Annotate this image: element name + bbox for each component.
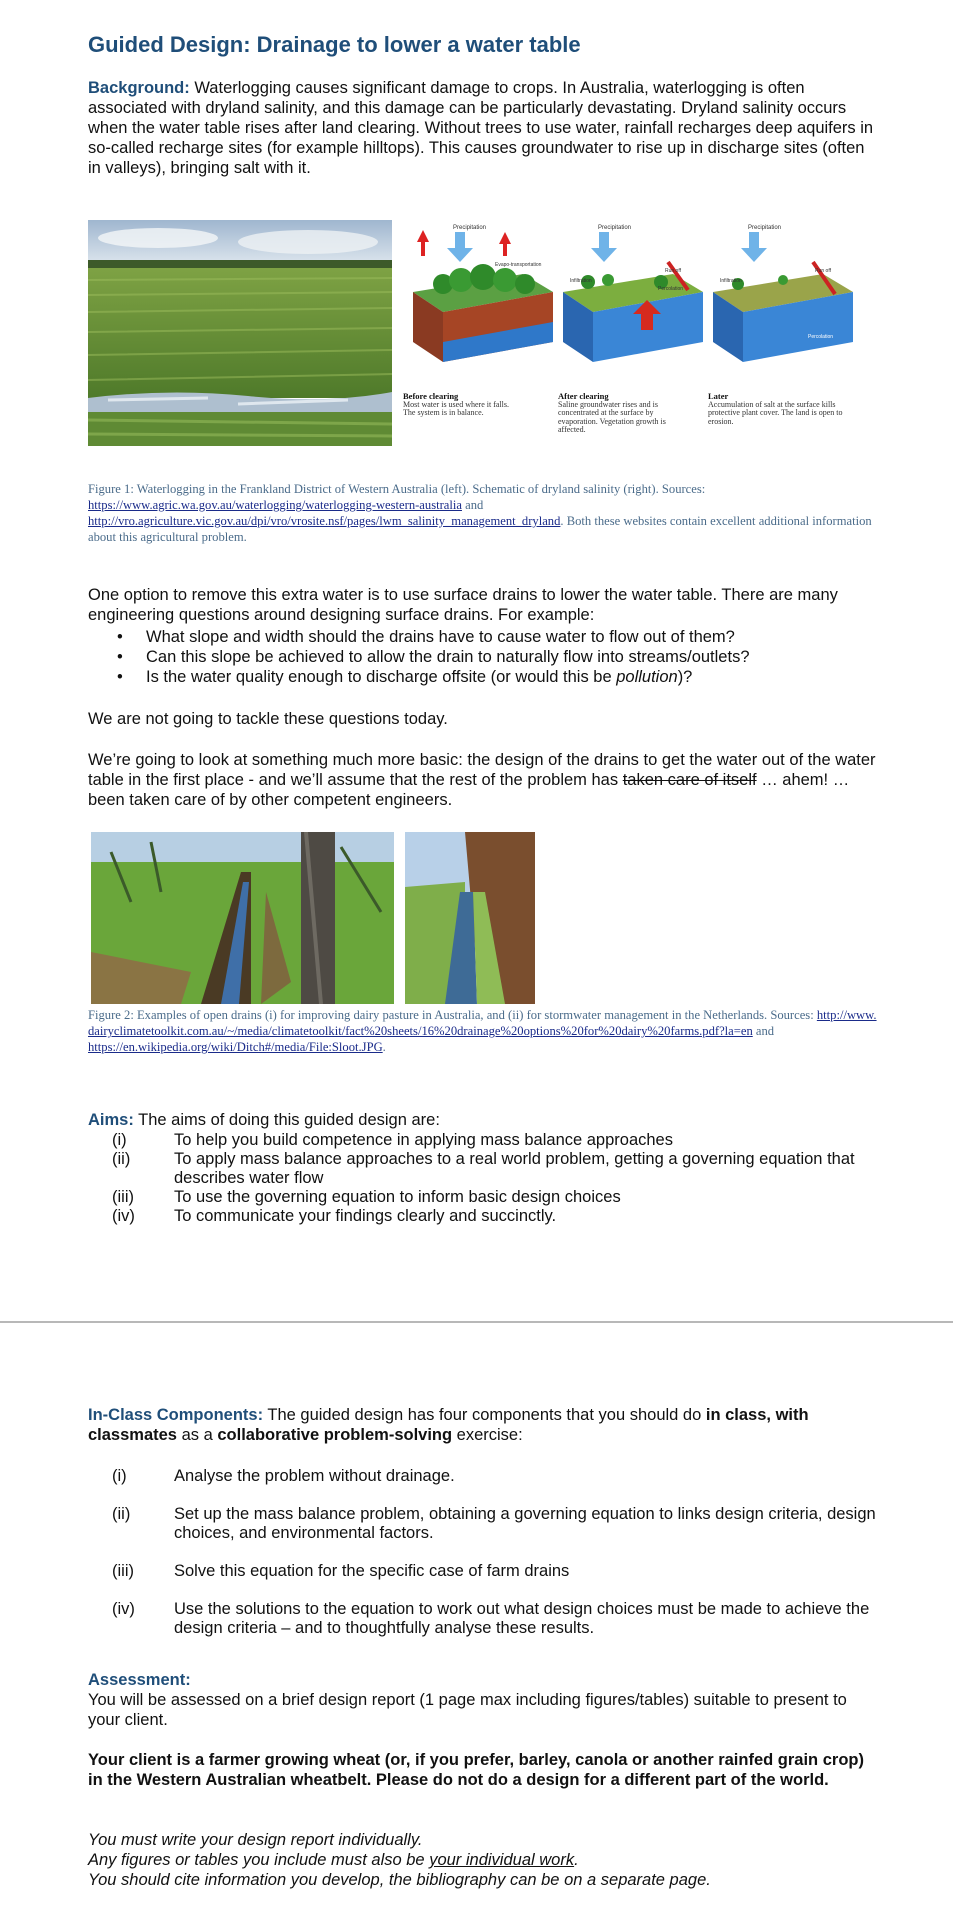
precipitation-label: Precipitation — [453, 225, 487, 231]
list-item: (ii) To apply mass balance approaches to a real world problem, getting a governing equation that describes water flow — [112, 1150, 855, 1187]
figure-1-caption: Figure 1: Waterlogging in the Frankland District of Western Australia (left). Schematic of dryland salinity (right). Sources: https://www.agric.wa.gov.au/waterlogging/waterlogging-western-australia and http://vro.agriculture.vic.gov.au/dpi/vro/vrosite.nsf/pages/lwm_salinity_management_dryland. Both these websites contain excellent additional information about this agricultural problem. — [88, 482, 872, 544]
figure-1-label: Figure 1: — [88, 482, 134, 496]
infiltration-label: Infiltration — [570, 278, 592, 284]
struck-text: taken care of itself — [622, 771, 757, 789]
page-title: Guided Design: Drainage to lower a water table — [88, 32, 581, 57]
waterlogged-field-photo — [88, 220, 392, 446]
assessment-heading: Assessment: — [88, 1671, 191, 1689]
page-divider — [0, 1321, 953, 1323]
precipitation-label: Precipitation — [748, 225, 782, 231]
stage-text: Saline groundwater rises and is concentrated at the surface by evaporation. Vegetation growth is affected. — [558, 399, 666, 434]
runoff-label: Run off — [815, 268, 832, 274]
background-paragraph — [88, 78, 878, 178]
option-paragraph: One option to remove this extra water is to use surface drains to lower the water table. There are many engineering questions around designing surface drains. For example: — [88, 586, 838, 624]
basic-design-paragraph: We’re going to look at something much more basic: the design of the drains to get the water out of the water table in the first place - and we’ll assume that the rest of the problem has taken care of itself … ahem! …been taken care of by other competent engineers. — [88, 751, 876, 809]
in-class-list — [88, 1467, 878, 1638]
stage-title: Later — [708, 391, 729, 401]
list-item: (i) Analyse the problem without drainage. — [112, 1467, 455, 1485]
figure-2-link-wikipedia[interactable]: https://en.wikipedia.org/wiki/Ditch#/media/File:Sloot.JPG — [88, 1040, 383, 1054]
in-class-paragraph: In-Class Components: The guided design has four components that you should do in class, with classmates as a collaborative problem-solving exercise: — [88, 1406, 809, 1444]
figure-2-caption: Figure 2: Examples of open drains (i) for improving dairy pasture in Australia, and (ii) for stormwater management in the Netherlands. Sources: http://www.dairyclimatetoolkit.com.au/~/media/climatetoolkit/fact%20sheets/16%20drainage%20options%20for%20dairy%20farms.pdf?la=en and https://en.wikipedia.org/wiki/Ditch#/media/File:Sloot.JPG. — [88, 1008, 877, 1054]
infiltration-label: Infiltration — [720, 278, 742, 284]
dryland-salinity-schematic — [403, 222, 858, 437]
individual-work-notes: You must write your design report individually. Any figures or tables you include must also be your individual work. You should cite information you develop, the bibliography can be on a separate page. — [88, 1831, 711, 1889]
stage-text: Accumulation of salt at the surface kills protective plant cover. The land is open to erosion. — [708, 399, 843, 426]
after-clearing-block — [563, 232, 703, 362]
not-today-paragraph: We are not going to tackle these questions today. — [88, 710, 448, 728]
stage-before-caption — [403, 392, 523, 418]
before-clearing-block — [413, 230, 553, 362]
figure-1-link-vro[interactable]: http://vro.agriculture.vic.gov.au/dpi/vro/vrosite.nsf/pages/lwm_salinity_management_dryland — [88, 514, 561, 528]
background-label: Background: — [88, 79, 190, 97]
background-text: Waterlogging causes significant damage to crops. In Australia, waterlogging is often associated with dryland salinity, and this damage can be particularly devastating. Dryland salinity occurs when the water table rises after land clearing. Without trees to use water, rainfall recharges deep aquifers in so-called recharge sites (for example hilltops). This causes groundwater to rise up in discharge sites (often in valleys), bringing salt with it. — [88, 79, 874, 177]
list-item: • What slope and width should the drains have to cause water to flow out of them? — [88, 627, 878, 647]
list-item: • Can this slope be achieved to allow the drain to naturally flow into streams/outlets? — [88, 647, 878, 667]
stage-later-caption — [708, 392, 853, 426]
stage-text: Most water is used where it falls. The system is in balance. — [403, 399, 509, 417]
list-item: (i) To help you build competence in applying mass balance approaches — [112, 1131, 673, 1149]
figure-1-link-agric[interactable]: https://www.agric.wa.gov.au/waterlogging/waterlogging-western-australia — [88, 498, 462, 512]
later-block — [713, 232, 853, 362]
aims-heading: Aims: The aims of doing this guided design are: — [88, 1111, 440, 1129]
percolation-label: Percolation — [658, 286, 684, 292]
list-item: (iv) To communicate your findings clearly and succinctly. — [112, 1207, 557, 1225]
list-item: (iv) Use the solutions to the equation to work out what design choices must be made to achieve the design criteria – and to thoughtfully analyse these results. — [112, 1600, 870, 1637]
list-item: (iii) To use the governing equation to inform basic design choices — [112, 1188, 621, 1206]
stage-title: After clearing — [558, 391, 609, 401]
stage-after-caption — [558, 392, 678, 435]
list-item: (iii) Solve this equation for the specific case of farm drains — [112, 1562, 570, 1580]
dairy-drain-photo — [91, 832, 394, 1004]
aims-list — [88, 1131, 878, 1226]
figure-2-link-dairy[interactable]: http://www.dairyclimatetoolkit.com.au/~/media/climatetoolkit/fact%20sheets/16%20drainage%20options%20for%20dairy%20farms.pdf?la=en — [88, 1008, 877, 1038]
netherlands-ditch-photo — [405, 832, 535, 1004]
client-paragraph: Your client is a farmer growing wheat (or, if you prefer, barley, canola or another rainfed grain crop) in the Western Australian wheatbelt. Please do not do a design for a different part of the world. — [88, 1751, 864, 1789]
list-item: (ii) Set up the mass balance problem, obtaining a governing equation to links design criteria, design choices, and environmental factors. — [112, 1505, 876, 1542]
precipitation-label: Precipitation — [598, 225, 632, 231]
runoff-label: Run off — [665, 268, 682, 274]
question-list — [88, 627, 878, 687]
percolation-label: Percolation — [808, 334, 834, 340]
list-item: • Is the water quality enough to discharge offsite (or would this be pollution)? — [88, 667, 878, 687]
evapotranspiration-label: Evapo-transportation — [495, 262, 542, 268]
assessment-paragraph: You will be assessed on a brief design report (1 page max including figures/tables) suitable to present to your client. — [88, 1691, 847, 1729]
figure-2-label: Figure 2: — [88, 1008, 134, 1022]
stage-title: Before clearing — [403, 391, 459, 401]
